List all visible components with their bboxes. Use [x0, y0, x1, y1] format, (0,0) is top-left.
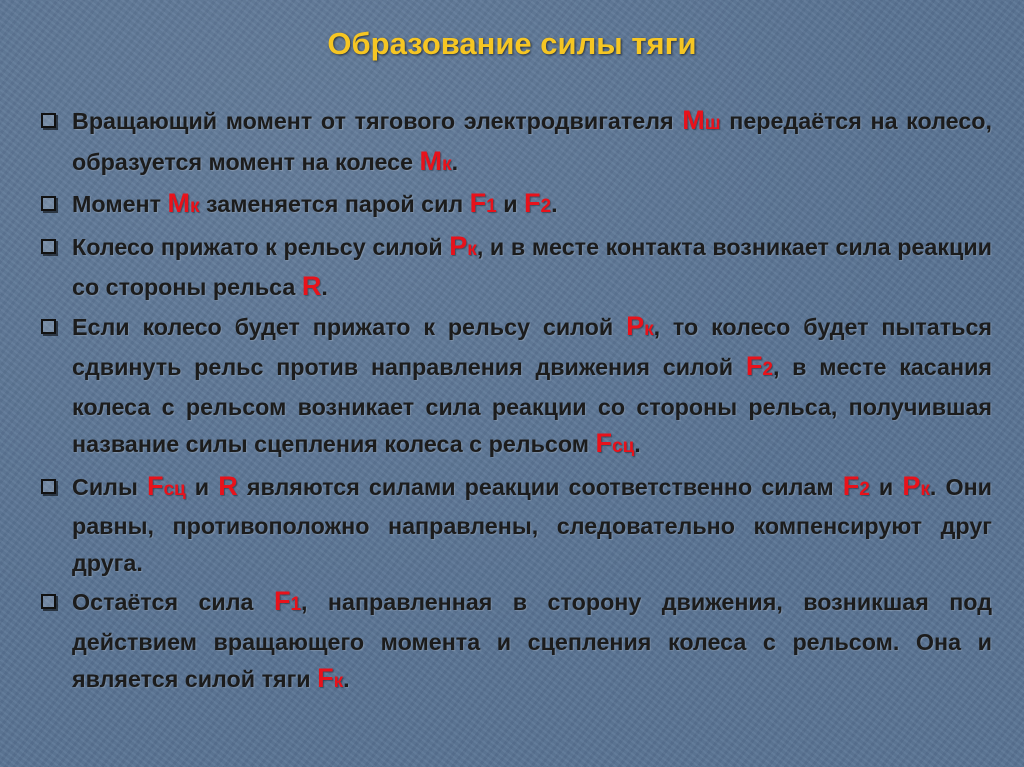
- bullet-text: заменяется парой сил: [199, 191, 470, 217]
- symbol: [449, 231, 477, 261]
- symbol-letter: Р: [626, 310, 645, 341]
- bullet-text: Остаётся сила: [72, 589, 274, 615]
- symbol-letter: М: [419, 145, 443, 176]
- bullet-text: и: [185, 473, 219, 500]
- symbol: [147, 471, 186, 501]
- symbol: [218, 471, 238, 501]
- symbol: [902, 471, 930, 501]
- symbol-letter: F: [524, 188, 541, 218]
- symbol-letter: М: [167, 188, 190, 218]
- bullet-text: Вращающий момент от тягового электродвигателя: [72, 108, 683, 134]
- bullet-text: .: [451, 148, 459, 175]
- symbol-letter: F: [595, 428, 612, 458]
- bullet-text: Силы: [72, 473, 147, 500]
- bullet-text: Колесо прижато к рельсу силой: [72, 233, 450, 260]
- symbol: [626, 311, 654, 341]
- symbol: [317, 663, 343, 693]
- bullet-text: являются силами реакции соответственно силам: [237, 473, 843, 500]
- symbol: [420, 146, 452, 176]
- symbol-letter: F: [745, 351, 763, 381]
- bullet-text: , и в месте контакта возникает сила реакции со стороны рельса: [72, 233, 992, 300]
- bullet-text: , в месте касания колеса с рельсом возникает сила реакции со стороны рельса, получившая название силы сцепления колеса с рельсом: [72, 354, 992, 457]
- bullet-text: и: [869, 473, 903, 500]
- symbol: [682, 105, 720, 135]
- symbol: [843, 471, 870, 501]
- checkbox-bullet-icon: [41, 594, 56, 609]
- symbol-subscript: к: [333, 671, 344, 692]
- symbol: [746, 351, 773, 381]
- symbol-subscript: к: [442, 153, 452, 175]
- symbol-letter: F: [273, 586, 291, 616]
- bullet-item: [38, 583, 992, 701]
- symbol-letter: М: [682, 105, 705, 135]
- checkbox-bullet-icon: [41, 479, 56, 494]
- bullet-item: [38, 308, 992, 466]
- symbol-letter: R: [301, 271, 322, 301]
- bullet-item: [38, 468, 992, 582]
- symbol: [274, 586, 301, 616]
- symbol: [596, 428, 635, 458]
- slide-title: Образование силы тяги: [327, 26, 697, 61]
- symbol-subscript: ш: [704, 113, 721, 134]
- bullet-text: и: [496, 191, 525, 217]
- symbol-subscript: к: [920, 478, 930, 500]
- bullet-item: [38, 102, 992, 183]
- symbol-subscript: сц: [163, 478, 186, 500]
- checkbox-bullet-icon: [41, 196, 56, 211]
- symbol-letter: Р: [449, 230, 468, 261]
- checkbox-bullet-icon: [41, 319, 56, 334]
- bullet-text: , то колесо будет пытаться сдвинуть рельс против направления движения силой: [72, 313, 993, 380]
- symbol: [302, 271, 322, 301]
- symbol-subscript: 1: [486, 196, 497, 217]
- symbol-letter: F: [146, 470, 164, 501]
- bullet-text: .: [551, 191, 558, 217]
- symbol-subscript: к: [644, 318, 654, 340]
- symbol: [470, 188, 497, 218]
- symbol-subscript: к: [189, 196, 200, 217]
- symbol-letter: R: [218, 470, 238, 501]
- symbol-subscript: 2: [540, 196, 552, 217]
- bullet-item: [38, 228, 992, 306]
- bullet-text: .: [343, 666, 350, 692]
- bullet-text: Если колесо будет прижато к рельсу силой: [72, 313, 627, 340]
- bullet-text: Момент: [72, 191, 168, 217]
- symbol-subscript: 2: [859, 478, 870, 500]
- symbol: [167, 188, 199, 218]
- bullet-text: .: [321, 274, 328, 300]
- symbol-subscript: к: [467, 238, 477, 260]
- checkbox-bullet-icon: [41, 239, 56, 254]
- symbol-letter: F: [469, 188, 487, 218]
- symbol-letter: F: [842, 470, 860, 501]
- symbol: [524, 188, 551, 218]
- bullet-text: . Они равны, противоположно направлены, следовательно компенсируют друг друга.: [72, 473, 992, 576]
- bullet-text: , направленная в сторону движения, возникшая под действием вращающего момента и сцепления колеса с рельсом. Она и является силой тяги: [72, 589, 992, 692]
- bullet-item: [38, 185, 992, 226]
- bullet-list: [38, 102, 992, 703]
- symbol-subscript: 1: [290, 594, 302, 615]
- symbol-subscript: 2: [762, 359, 773, 380]
- symbol-letter: F: [317, 663, 334, 693]
- bullet-text: .: [634, 431, 641, 457]
- symbol-subscript: сц: [612, 436, 635, 457]
- symbol-letter: Р: [902, 470, 921, 501]
- checkbox-bullet-icon: [41, 113, 56, 128]
- bullet-text: передаётся на колесо, образуется момент на колесе: [72, 108, 992, 175]
